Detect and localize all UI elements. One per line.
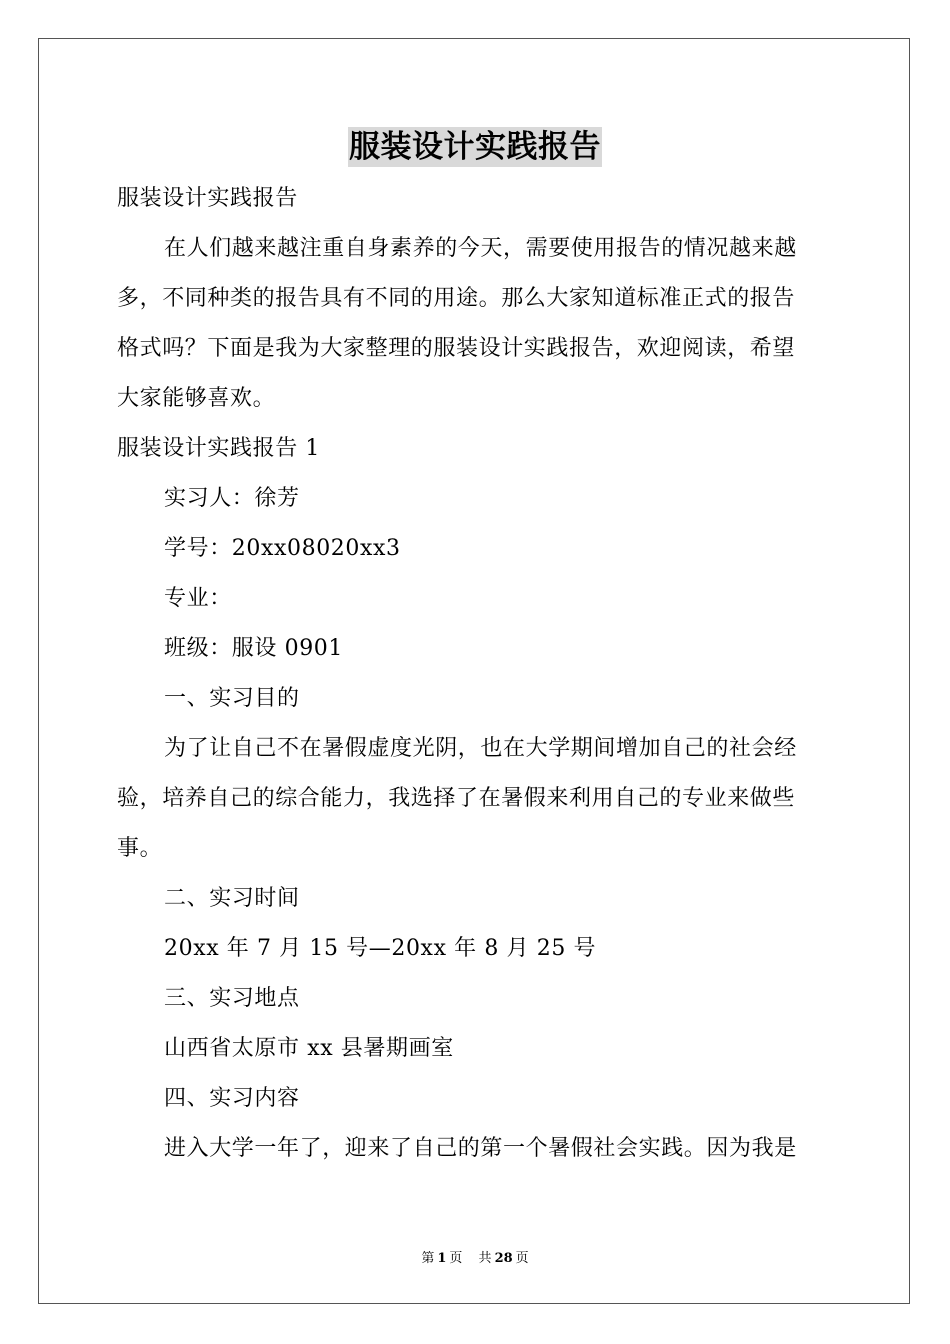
current-page: 1	[437, 1251, 447, 1266]
heading-time: 二、实习时间	[164, 886, 300, 911]
page-unit: 页	[449, 1251, 463, 1266]
info-class: 班级：服设 0901	[164, 636, 343, 661]
document-title: 服装设计实践报告	[349, 129, 601, 165]
internship-dates: 20xx 年 7 月 15 号—20xx 年 8 月 25 号	[164, 936, 597, 961]
heading-purpose: 一、实习目的	[164, 686, 300, 711]
paragraph-line: 在人们越来越注重自身素养的今天，需要使用报告的情况越来越	[164, 236, 797, 261]
total-unit: 页	[515, 1251, 529, 1266]
paragraph-line: 验，培养自己的综合能力，我选择了在暑假来利用自己的专业来做些	[117, 786, 796, 811]
subtitle-line: 服装设计实践报告	[117, 186, 298, 211]
internship-location: 山西省太原市 xx 县暑期画室	[164, 1036, 454, 1061]
page-footer	[0, 1247, 950, 1266]
document-body	[117, 174, 833, 1174]
total-prefix: 共	[478, 1251, 492, 1266]
info-intern: 实习人：徐芳	[164, 486, 300, 511]
section-heading: 服装设计实践报告 1	[117, 436, 320, 461]
info-student-id: 学号：20xx08020xx3	[164, 536, 401, 561]
paragraph-line: 进入大学一年了，迎来了自己的第一个暑假社会实践。因为我是	[164, 1136, 797, 1161]
page-total	[476, 1251, 532, 1266]
page-prefix: 第	[421, 1251, 435, 1266]
total-pages: 28	[494, 1251, 513, 1266]
paragraph-line: 格式吗？下面是我为大家整理的服装设计实践报告，欢迎阅读，希望	[117, 336, 796, 361]
paragraph-line: 多，不同种类的报告具有不同的用途。那么大家知道标准正式的报告	[117, 286, 796, 311]
paragraph-line: 大家能够喜欢。	[117, 386, 276, 411]
paragraph-line: 事。	[117, 836, 163, 861]
paragraph-line: 为了让自己不在暑假虚度光阴，也在大学期间增加自己的社会经	[164, 736, 797, 761]
heading-location: 三、实习地点	[164, 986, 300, 1011]
info-major: 专业：	[164, 586, 232, 611]
heading-content: 四、实习内容	[164, 1086, 300, 1111]
title-container	[0, 127, 950, 167]
page-number	[418, 1251, 465, 1266]
